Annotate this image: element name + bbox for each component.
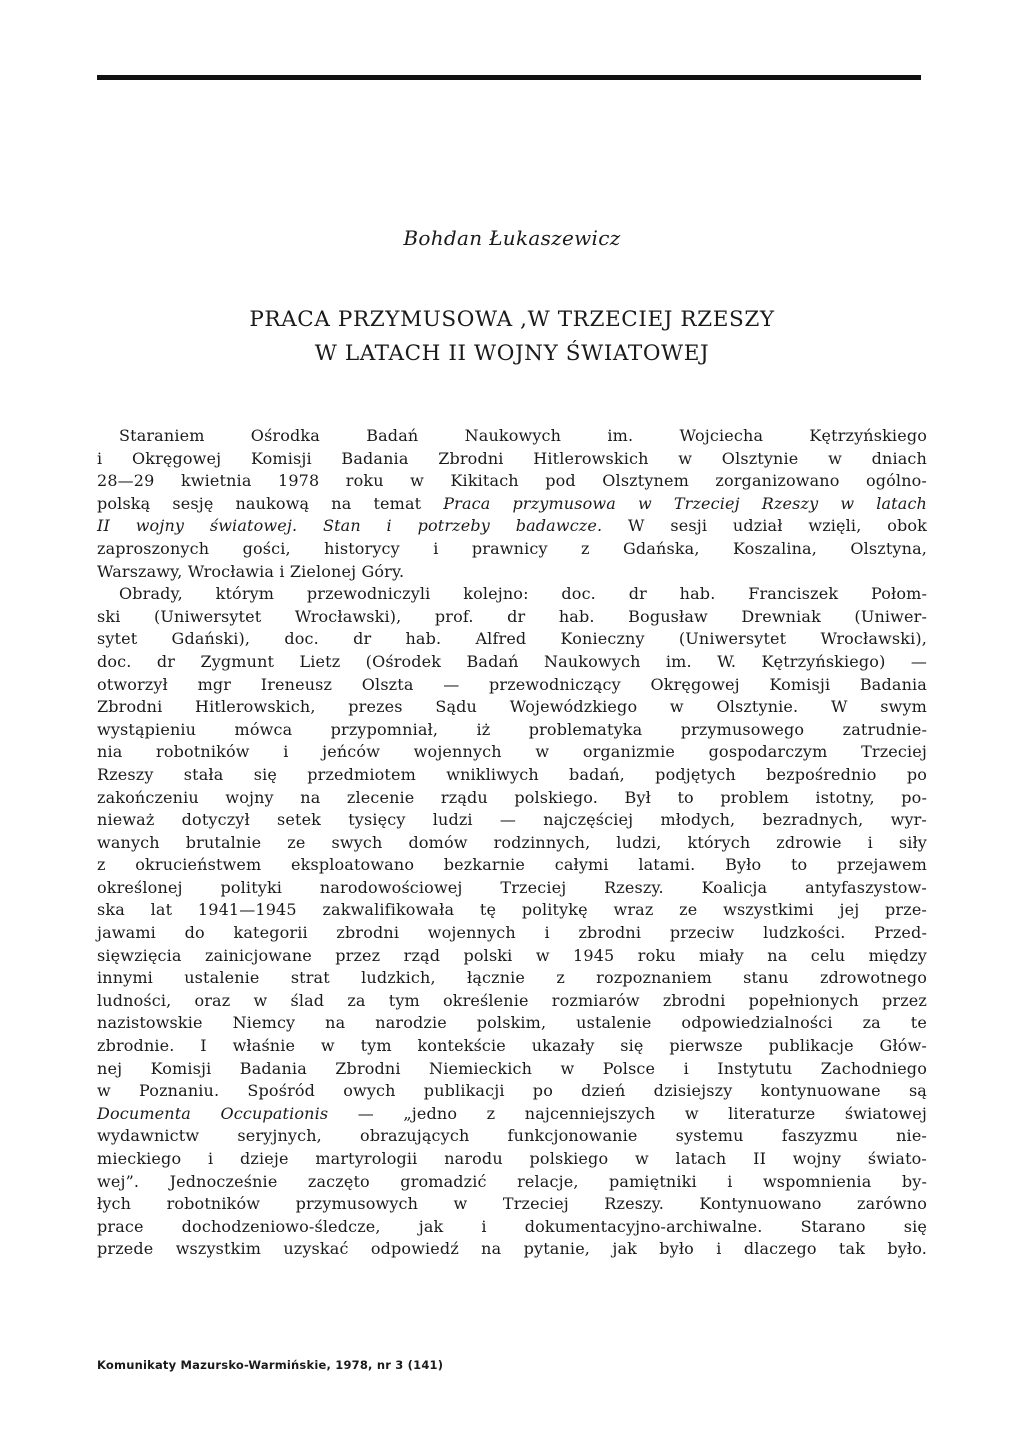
body-line: [97, 515, 927, 538]
body-text: W sesji udział wzięli, obok: [602, 516, 927, 536]
body-text: polską sesję naukową na temat: [97, 493, 444, 513]
body-line: przede wszystkim uzyskać odpowiedź na pytanie, jak było i dlaczego tak było.: [97, 1239, 927, 1259]
body-line: i Okręgowej Komisji Badania Zbrodni Hitlerowskich w Olsztynie w dniach: [97, 448, 927, 468]
body-line: jawami do kategorii zbrodni wojennych i zbrodni przeciw ludzkości. Przed-: [97, 923, 927, 943]
body-line: nej Komisji Badania Zbrodni Niemieckich w Polsce i Instytutu Zachodniego: [97, 1058, 927, 1078]
body-line: łych robotników przymusowych w Trzeciej Rzeszy. Kontynuowano zarówno: [97, 1194, 927, 1214]
body-italic-text: Documenta Occupationis: [97, 1103, 329, 1123]
journal-footer: Komunikaty Mazursko-Warmińskie, 1978, nr 3 (141): [97, 1358, 444, 1372]
body-line: ska lat 1941—1945 zakwalifikowała tę politykę wraz ze wszystkimi jej prze-: [97, 900, 927, 920]
body-line: Obrady, którym przewodniczyli kolejno: doc. dr hab. Franciszek Połom-: [119, 584, 927, 604]
header-rule: [97, 75, 921, 80]
body-line: otworzył mgr Ireneusz Olszta — przewodniczący Okręgowej Komisji Badania: [97, 674, 927, 694]
body-line: Staraniem Ośrodka Badań Naukowych im. Wojciecha Kętrzyńskiego: [119, 426, 927, 445]
body-line: [97, 493, 927, 516]
body-line: Rzeszy stała się przedmiotem wnikliwych badań, podjętych bezpośrednio po: [97, 764, 927, 784]
body-italic-text: II wojny światowej. Stan i potrzeby badawcze.: [97, 516, 603, 536]
body-line: ski (Uniwersytet Wrocławski), prof. dr hab. Bogusław Drewniak (Uniwer-: [97, 606, 927, 626]
title-line-2: W LATACH II WOJNY ŚWIATOWEJ: [314, 341, 710, 366]
body-line: Zbrodni Hitlerowskich, prezes Sądu Wojewódzkiego w Olsztynie. W swym: [97, 697, 927, 717]
body-line: Warszawy, Wrocławia i Zielonej Góry.: [97, 561, 405, 581]
body-line: sytet Gdański), doc. dr hab. Alfred Konieczny (Uniwersytet Wrocławski),: [97, 629, 927, 649]
body-line: prace dochodzeniowo-śledcze, jak i dokumentacyjno-archiwalne. Starano się: [97, 1216, 927, 1236]
body-line: wydawnictw seryjnych, obrazujących funkcjonowanie systemu faszyzmu nie-: [97, 1126, 927, 1146]
body-line: określonej polityki narodowościowej Trzeciej Rzeszy. Koalicja antyfaszystow-: [97, 877, 927, 897]
body-line: [97, 1103, 927, 1126]
body-line: wystąpieniu mówca przypomniał, iż problematyka przymusowego zatrudnie-: [97, 719, 927, 739]
body-line: w Poznaniu. Spośród owych publikacji po dzień dzisiejszy kontynuowane są: [97, 1081, 927, 1101]
title-line-1: PRACA PRZYMUSOWA ,W TRZECIEJ RZESZY: [249, 307, 775, 332]
body-line: doc. dr Zygmunt Lietz (Ośrodek Badań Naukowych im. W. Kętrzyńskiego) —: [97, 651, 927, 671]
body-line: zbrodnie. I właśnie w tym kontekście ukazały się pierwsze publikacje Głów-: [97, 1036, 927, 1056]
body-line: z okrucieństwem eksploatowano bezkarnie całymi latami. Było to przejawem: [97, 855, 927, 875]
body-italic-text: Praca przymusowa w Trzeciej Rzeszy w latach: [443, 493, 928, 513]
body-line: wanych brutalnie ze swych domów rodzinnych, ludzi, których zdrowie i siły: [97, 832, 927, 852]
body-line: 28—29 kwietnia 1978 roku w Kikitach pod Olsztynem zorganizowano ogólno-: [97, 471, 927, 491]
body-line: nazistowskie Niemcy na narodzie polskim, ustalenie odpowiedzialności za te: [97, 1013, 927, 1033]
article-body: [97, 425, 927, 1261]
body-line: nieważ dotyczył setek tysięcy ludzi — najczęściej młodych, bezradnych, wyr-: [97, 810, 927, 830]
body-text: — „jedno z najcenniejszych w literaturze światowej: [328, 1103, 928, 1123]
body-line: sięwzięcia zainicjowane przez rząd polski w 1945 roku miały na celu między: [97, 945, 927, 965]
body-line: zaproszonych gości, historycy i prawnicy z Gdańska, Koszalina, Olsztyna,: [97, 538, 927, 558]
body-line: nia robotników i jeńców wojennych w organizmie gospodarczym Trzeciej: [97, 742, 927, 762]
article-title: [97, 303, 927, 371]
body-line: mieckiego i dzieje martyrologii narodu polskiego w latach II wojny świato-: [97, 1149, 927, 1168]
body-line: wej”. Jednocześnie zaczęto gromadzić relacje, pamiętniki i wspomnienia by-: [97, 1171, 927, 1191]
author-name: Bohdan Łukaszewicz: [403, 226, 621, 250]
body-line: innymi ustalenie strat ludzkich, łącznie z rozpoznaniem stanu zdrowotnego: [97, 968, 927, 988]
body-line: ludności, oraz w ślad za tym określenie rozmiarów zbrodni popełnionych przez: [97, 990, 927, 1010]
body-line: zakończeniu wojny na zlecenie rządu polskiego. Był to problem istotny, po-: [97, 787, 927, 807]
